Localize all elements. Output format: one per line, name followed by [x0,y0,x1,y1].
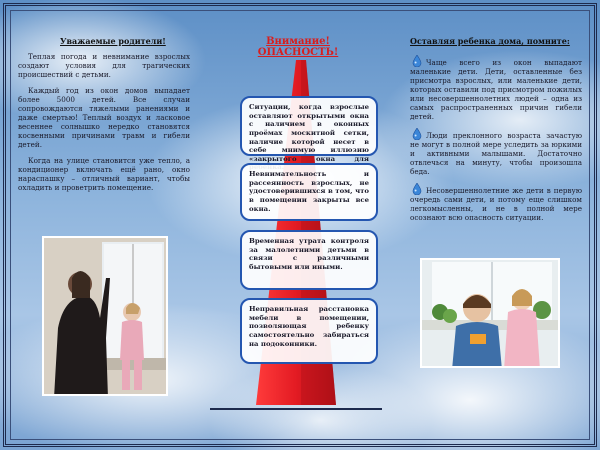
danger-box-2: Невнимательность и рассеянность взрослых, не удостоверившихся в том, что в помещении закрыты все окна. [240,163,378,221]
left-heading: Уважаемые родители! [60,36,166,46]
right-item-3 [410,186,582,222]
water-drop-icon [412,55,422,67]
right-item-1-text: Чаще всего из окон выпадают маленькие дети. Дети, оставленные без присмотра взрослых, или маленькие дети, которых оставили под присмотром пожилых или несовершеннолетних людей – одна из самых распространенных причин гибели детей. [410,58,582,121]
photo-children-window [420,258,560,368]
left-paragraph-2: Каждый год из окон домов выпадает более 5000 детей. Все случаи сопровождаются тяжелыми ранениями и даже смертью! Теплый воздух и ласковое весеннее солнышко нередко становятся косвенными причинами травм и гибели детей. [18,86,190,149]
left-paragraph-1: Теплая погода и невнимание взрослых создают условия для трагических происшествий с детьми. [18,52,190,79]
center-heading: Внимание! ОПАСНОСТЬ! [257,36,339,58]
right-item-1 [410,58,582,121]
photo-woman-child-window-image [44,238,168,396]
right-item-3-text: Несовершеннолетние же дети в первую очередь сами дети, и потому еще слишком легкомысленны, и не в полной мере осознают всю опасность ситуации. [410,186,582,222]
water-drop-icon [412,128,422,140]
right-body [410,52,582,232]
photo-woman-child-window [42,236,168,396]
left-paragraph-3: Когда на улице становится уже тепло, а кондиционер включать ещё рано, окно нараспашку – отличный вариант, чтобы охладить и проветрить помещение. [18,156,190,192]
water-drop-icon [412,183,422,195]
pyramid-baseline [210,408,382,410]
danger-box-3: Временная утрата контроля за малолетними детьми в связи с различными бытовыми или иными. [240,230,378,290]
photo-children-window-image [422,260,560,368]
right-item-2-text: Люди преклонного возраста зачастую не могут в полной мере уследить за юркими и активными малышами. Достаточно отвлечься на минуту, чтобы произошла беда. [410,131,582,176]
danger-box-1: Ситуации, когда взрослые оставляют открытыми окна с наличием в оконных проёмах москитной сетки, наличие которой несет в себе мнимую иллюзию «закрытого окна для [240,96,378,156]
danger-box-4: Неправильная расстановка мебели в помещении, позволяющая ребенку самостоятельно забираться на подоконники. [240,298,378,364]
right-item-2 [410,131,582,176]
left-body [18,52,190,199]
right-heading: Оставляя ребенка дома, помните: [410,36,570,46]
